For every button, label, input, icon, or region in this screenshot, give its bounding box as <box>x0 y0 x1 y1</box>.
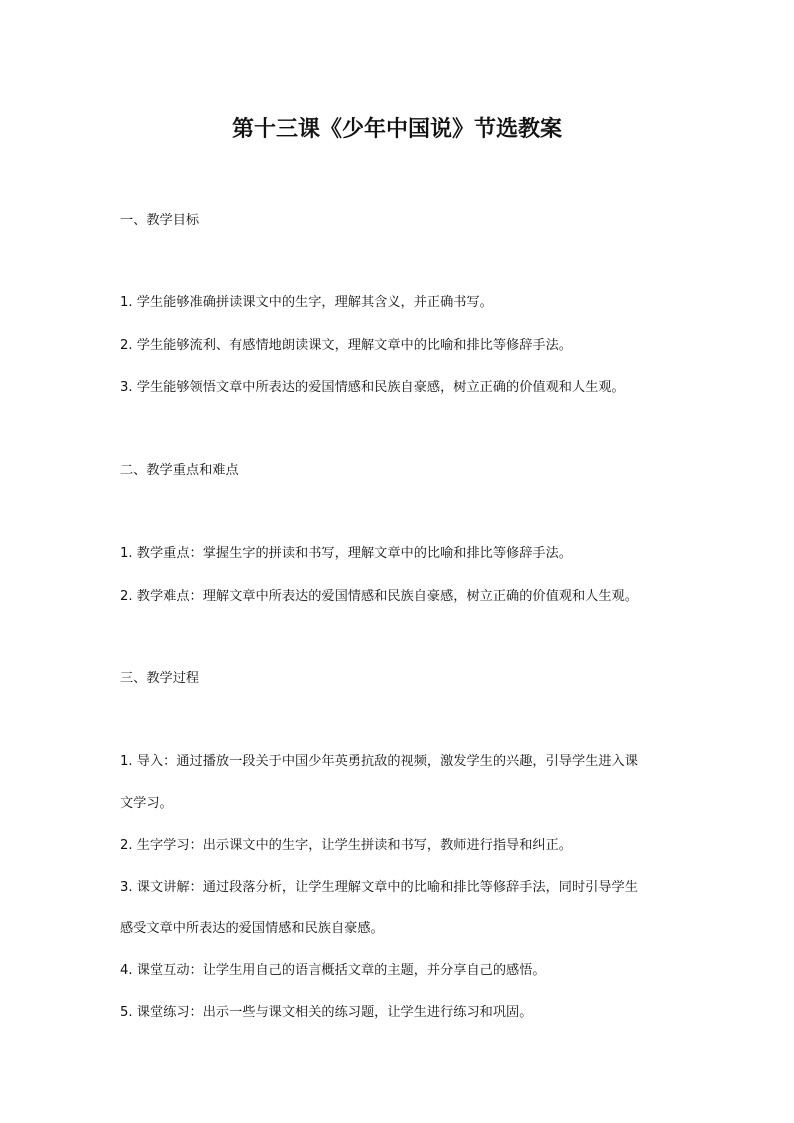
section-heading-key-points: 二、教学重点和难点 <box>120 463 239 478</box>
objective-item-1: 1. 学生能够准确拼读课文中的生字，理解其含义，并正确书写。 <box>120 295 493 310</box>
process-item-5: 5. 课堂练习：出示一些与课文相关的练习题，让学生进行练习和巩固。 <box>120 1005 533 1020</box>
process-item-1: 1. 导入：通过播放一段关于中国少年英勇抗敌的视频，激发学生的兴趣，引导学生进入课 <box>120 754 638 769</box>
process-item-3-cont: 感受文章中所表达的爱国情感和民族自豪感。 <box>120 921 384 936</box>
objective-item-3: 3. 学生能够领悟文章中所表达的爱国情感和民族自豪感，树立正确的价值观和人生观。 <box>120 380 625 395</box>
process-item-1-cont: 文学习。 <box>120 796 173 811</box>
document-title: 第十三课《少年中国说》节选教案 <box>231 117 562 142</box>
process-item-2: 2. 生字学习：出示课文中的生字，让学生拼读和书写，教师进行指导和纠正。 <box>120 838 572 853</box>
section-heading-objectives: 一、教学目标 <box>120 213 200 228</box>
key-point-item-2: 2. 教学难点：理解文章中所表达的爱国情感和民族自豪感，树立正确的价值观和人生观。 <box>120 589 638 604</box>
section-heading-process: 三、教学过程 <box>120 671 200 686</box>
objective-item-2: 2. 学生能够流利、有感情地朗读课文，理解文章中的比喻和排比等修辞手法。 <box>120 338 572 353</box>
process-item-4: 4. 课堂互动：让学生用自己的语言概括文章的主题，并分享自己的感悟。 <box>120 963 546 978</box>
process-item-3: 3. 课文讲解：通过段落分析，让学生理解文章中的比喻和排比等修辞手法，同时引导学生 <box>120 880 638 895</box>
key-point-item-1: 1. 教学重点：掌握生字的拼读和书写，理解文章中的比喻和排比等修辞手法。 <box>120 546 572 561</box>
